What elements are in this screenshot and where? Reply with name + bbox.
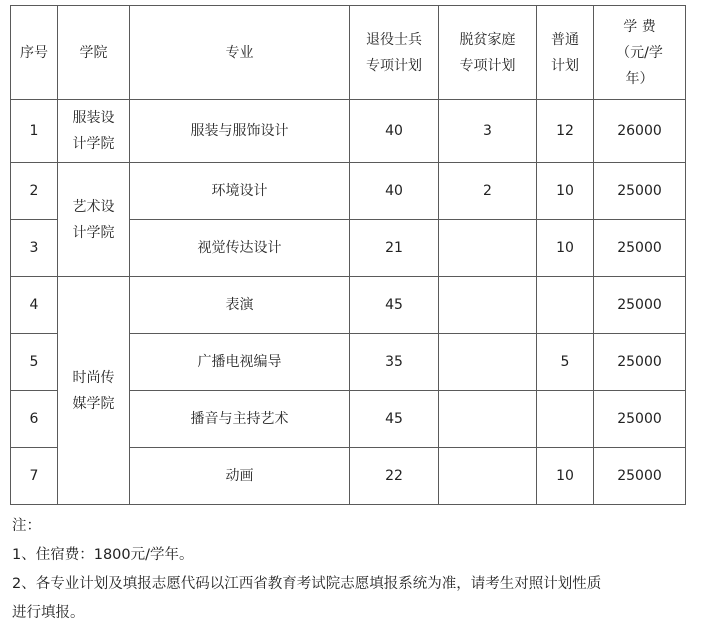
cell-fee: 25000 bbox=[594, 334, 686, 391]
cell-normal bbox=[537, 277, 594, 334]
cell-poverty bbox=[439, 334, 537, 391]
cell-seq: 3 bbox=[11, 220, 58, 277]
cell-poverty: 2 bbox=[439, 163, 537, 220]
cell-normal bbox=[537, 391, 594, 448]
cell-major: 环境设计 bbox=[130, 163, 350, 220]
cell-normal: 10 bbox=[537, 220, 594, 277]
cell-fee: 25000 bbox=[594, 220, 686, 277]
cell-fee: 25000 bbox=[594, 163, 686, 220]
header-poverty-plan: 脱贫家庭 专项计划 bbox=[439, 6, 537, 100]
cell-fee: 25000 bbox=[594, 391, 686, 448]
cell-seq: 5 bbox=[11, 334, 58, 391]
cell-poverty bbox=[439, 448, 537, 505]
header-tuition: 学 费 （元/学 年） bbox=[594, 6, 686, 100]
cell-college-media: 时尚传 媒学院 bbox=[58, 277, 130, 505]
cell-college-fashion: 服装设 计学院 bbox=[58, 100, 130, 163]
cell-fee: 26000 bbox=[594, 100, 686, 163]
cell-seq: 2 bbox=[11, 163, 58, 220]
cell-poverty: 3 bbox=[439, 100, 537, 163]
cell-major: 广播电视编导 bbox=[130, 334, 350, 391]
cell-seq: 1 bbox=[11, 100, 58, 163]
table-row bbox=[11, 163, 686, 220]
header-veteran-plan: 退役士兵 专项计划 bbox=[350, 6, 439, 100]
cell-normal: 10 bbox=[537, 163, 594, 220]
note-item-1: 1、住宿费：1800元/学年。 bbox=[12, 547, 194, 563]
cell-veteran: 40 bbox=[350, 163, 439, 220]
cell-seq: 6 bbox=[11, 391, 58, 448]
cell-college-art: 艺术设 计学院 bbox=[58, 163, 130, 277]
cell-normal: 12 bbox=[537, 100, 594, 163]
header-major: 专业 bbox=[130, 6, 350, 100]
cell-major: 视觉传达设计 bbox=[130, 220, 350, 277]
enrollment-plan-table bbox=[10, 5, 686, 505]
table-row bbox=[11, 277, 686, 334]
cell-normal: 10 bbox=[537, 448, 594, 505]
cell-veteran: 45 bbox=[350, 391, 439, 448]
cell-major: 表演 bbox=[130, 277, 350, 334]
cell-fee: 25000 bbox=[594, 277, 686, 334]
cell-veteran: 40 bbox=[350, 100, 439, 163]
table-row bbox=[11, 100, 686, 163]
cell-major: 服装与服饰设计 bbox=[130, 100, 350, 163]
cell-major: 动画 bbox=[130, 448, 350, 505]
cell-poverty bbox=[439, 220, 537, 277]
cell-seq: 7 bbox=[11, 448, 58, 505]
cell-veteran: 35 bbox=[350, 334, 439, 391]
note-item-2-line-1: 2、各专业计划及填报志愿代码以江西省教育考试院志愿填报系统为准，请考生对照计划性质 bbox=[12, 576, 602, 592]
cell-major: 播音与主持艺术 bbox=[130, 391, 350, 448]
notes-section bbox=[12, 512, 692, 628]
cell-veteran: 45 bbox=[350, 277, 439, 334]
cell-veteran: 22 bbox=[350, 448, 439, 505]
header-row bbox=[11, 6, 686, 100]
note-item-2-line-2: 进行填报。 bbox=[12, 605, 85, 621]
cell-seq: 4 bbox=[11, 277, 58, 334]
header-seq: 序号 bbox=[11, 6, 58, 100]
cell-poverty bbox=[439, 277, 537, 334]
header-college: 学院 bbox=[58, 6, 130, 100]
cell-veteran: 21 bbox=[350, 220, 439, 277]
header-normal-plan: 普通 计划 bbox=[537, 6, 594, 100]
notes-label: 注： bbox=[12, 518, 41, 534]
cell-normal: 5 bbox=[537, 334, 594, 391]
cell-poverty bbox=[439, 391, 537, 448]
cell-fee: 25000 bbox=[594, 448, 686, 505]
